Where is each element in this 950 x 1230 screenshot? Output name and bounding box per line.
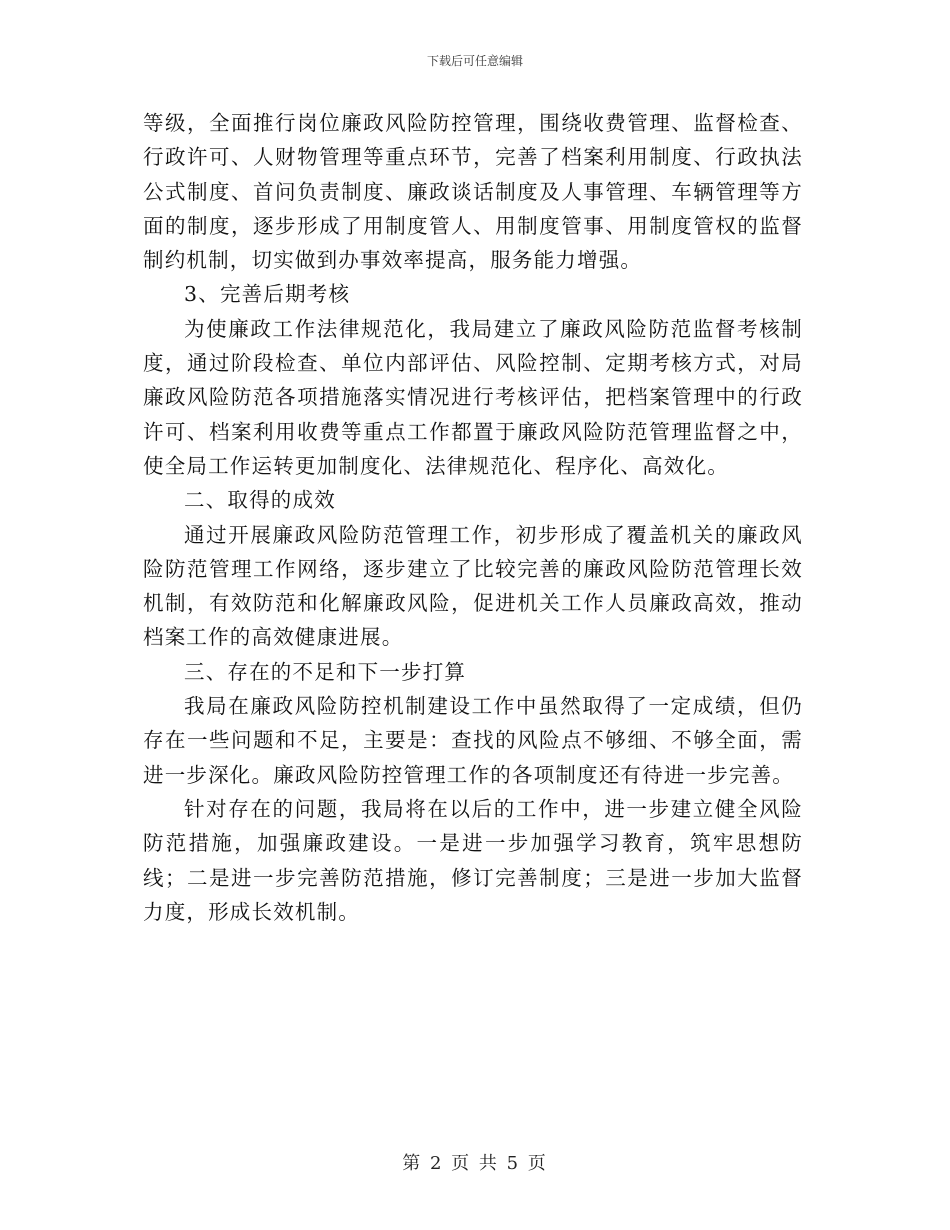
page-number: 第 2 页 共 5 页 xyxy=(402,1153,548,1174)
subheading-3: 3、完善后期考核 xyxy=(184,282,351,307)
paragraph-results: 通过开展廉政风险防范管理工作，初步形成了覆盖机关的廉政风险防范管理工作网络，逐步建立了比较完善的廉政风险防范管理长效机制，有效防范和化解廉政风险，促进机关工作人员廉政高效，推动档案工作的高效健康进展。 xyxy=(143,522,803,650)
paragraph-assessment: 为使廉政工作法律规范化，我局建立了廉政风险防范监督考核制度，通过阶段检查、单位内部评估、风险控制、定期考核方式，对局廉政风险防范各项措施落实情况进行考核评估，把档案管理中的行政许可、档案利用收费等重点工作都置于廉政风险防范管理监督之中，使全局工作运转更加制度化、法律规范化、程序化、高效化。 xyxy=(143,316,803,478)
document-body xyxy=(143,106,803,929)
section-heading-shortcomings: 三、存在的不足和下一步打算 xyxy=(184,659,467,684)
paragraph-continuation: 等级，全面推行岗位廉政风险防控管理，围绕收费管理、监督检查、行政许可、人财物管理等重点环节，完善了档案利用制度、行政执法公式制度、首问负责制度、廉政谈话制度及人事管理、车辆管理等方面的制度，逐步形成了用制度管人、用制度管事、用制度管权的监督制约机制，切实做到办事效率提高，服务能力增强。 xyxy=(143,111,803,273)
paragraph-shortcomings: 我局在廉政风险防控机制建设工作中虽然取得了一定成绩，但仍存在一些问题和不足，主要是：查找的风险点不够细、不够全面，需进一步深化。廉政风险防控管理工作的各项制度还有待进一步完善。 xyxy=(143,694,803,787)
page-header: 下载后可任意编辑 xyxy=(426,54,523,68)
section-heading-results: 二、取得的成效 xyxy=(184,488,336,513)
paragraph-next-steps: 针对存在的问题，我局将在以后的工作中，进一步建立健全风险防范措施，加强廉政建设。一是进一步加强学习教育，筑牢思想防线；二是进一步完善防范措施，修订完善制度；三是进一步加大监督力度，形成长效机制。 xyxy=(143,796,803,924)
